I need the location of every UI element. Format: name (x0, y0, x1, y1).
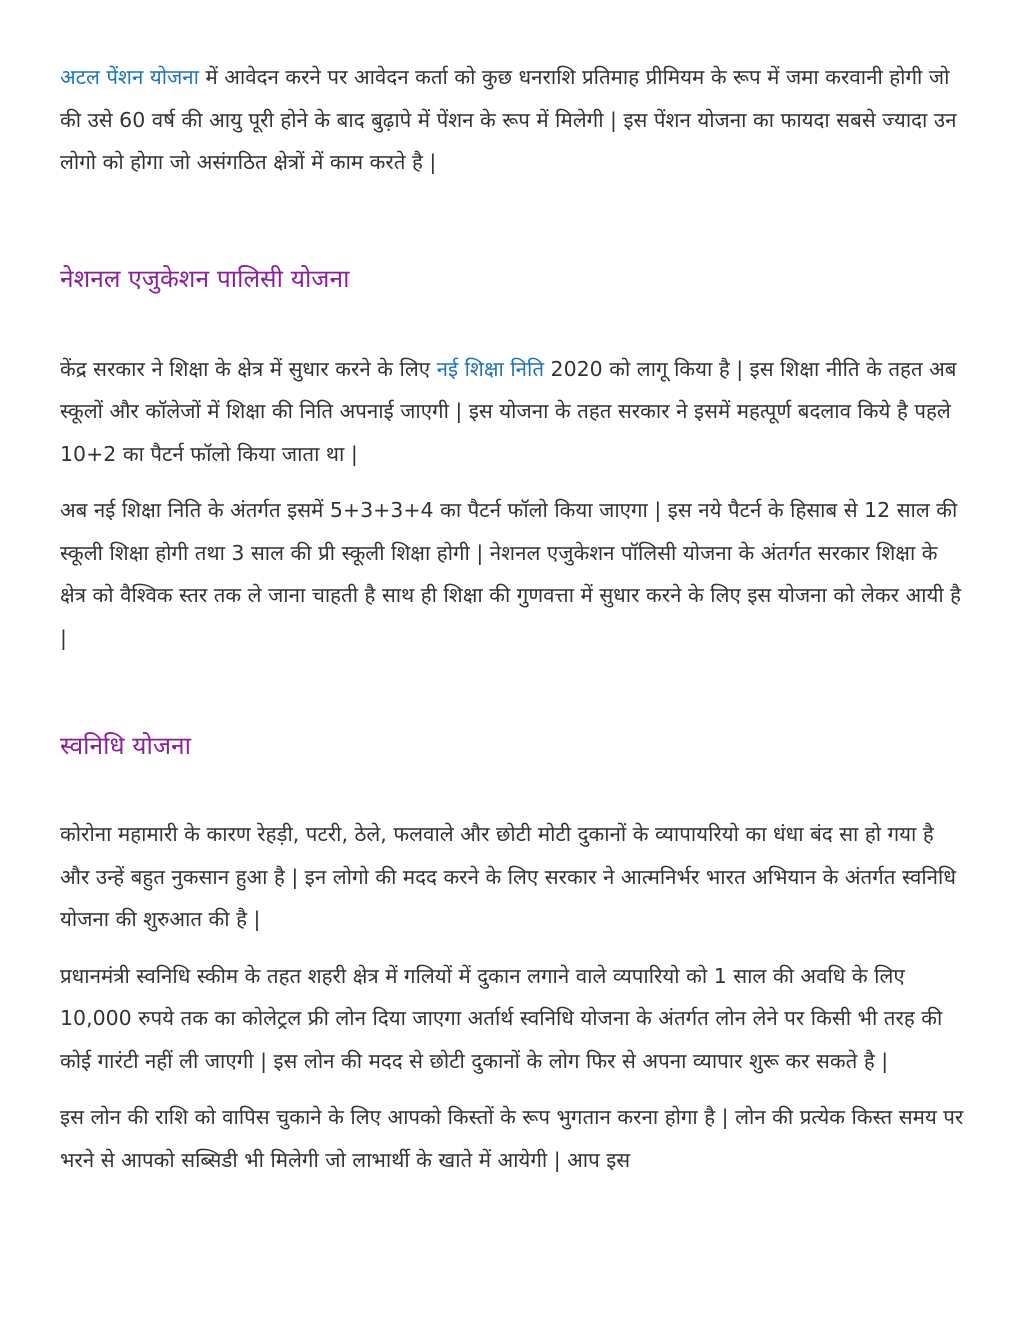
nep-p1-text-after: 2020 को लागू किया है | इस शिक्षा नीति के तहत अब स्कूलों और कॉलेजों में शिक्षा की निति अपनाई जाएगी | इस योजना के तहत सरकार ने इसमें महत्पूर्ण बदलाव किये है पहले 10+2 का पैटर्न फॉलो किया जाता था | (60, 356, 957, 466)
nep-p1-text-before: केंद्र सरकार ने शिक्षा के क्षेत्र में सुधार करने के लिए (60, 356, 437, 381)
nep-heading: नेशनल एजुकेशन पालिसी योजना (60, 263, 350, 293)
svanidhi-heading: स्वनिधि योजना (60, 731, 191, 760)
atal-pension-text: में आवेदन करने पर आवेदन कर्ता को कुछ धनराशि प्रतिमाह प्रीमियम के रूप में जमा करवानी होगी जो की उसे 60 वर्ष की आयु पूरी होने के बाद बुढ़ापे में पेंशन के रूप में मिलेगी | इस पेंशन योजना का फायदा सबसे ज्यादा उन लोगो को होगा जो असंगठित क्षेत्रों में काम करते है | (60, 65, 957, 174)
atal-pension-paragraph (60, 56, 965, 184)
atal-pension-link[interactable]: अटल पेंशन योजना (60, 65, 199, 89)
article-content (60, 56, 965, 1181)
new-education-policy-link[interactable]: नई शिक्षा निति (436, 356, 545, 381)
nep-paragraph-2: अब नई शिक्षा निति के अंतर्गत इसमें 5+3+3+4 का पैटर्न फॉलो किया जाएगा | इस नये पैटर्न के हिसाब से 12 साल की स्कूली शिक्षा होगी तथा 3 साल की प्री स्कूली शिक्षा होगी | नेशनल एजुकेशन पॉलिसी योजना के अंतर्गत सरकार शिक्षा के क्षेत्र को वैश्विक स्तर तक ले जाना चाहती है साथ ही शिक्षा की गुणवत्ता में सुधार करने के लिए इस योजना को लेकर आयी है | (60, 498, 962, 650)
svanidhi-paragraph-3: इस लोन की राशि को वापिस चुकाने के लिए आपको किस्तों के रूप भुगतान करना होगा है | लोन की प्रत्येक किस्त समय पर भरने से आपको सब्सिडी भी मिलेगी जो लाभार्थी के खाते में आयेगी | आप इस (60, 1105, 964, 1172)
svanidhi-paragraph-2: प्रधानमंत्री स्वनिधि स्कीम के तहत शहरी क्षेत्र में गलियों में दुकान लगाने वाले व्यपारियो को 1 साल की अवधि के लिए 10,000 रुपये तक का कोलेट्रल फ्री लोन दिया जाएगा अर्तार्थ स्वनिधि योजना के अंतर्गत लोन लेने पर किसी भी तरह की कोई गारंटी नहीं ली जाएगी | इस लोन की मदद से छोटी दुकानों के लोग फिर से अपना व्यापार शुरू कर सकते है | (60, 963, 943, 1073)
nep-paragraph-1 (60, 348, 965, 476)
svanidhi-paragraph-1: कोरोना महामारी के कारण रेहड़ी, पटरी, ठेले, फलवाले और छोटी मोटी दुकानों के व्यापायरियो का धंधा बंद सा हो गया है और उन्हें बहुत नुकसान हुआ है | इन लोगो की मदद करने के लिए सरकार ने आत्मनिर्भर भारत अभियान के अंतर्गत स्वनिधि योजना की शुरुआत की है | (60, 822, 956, 931)
